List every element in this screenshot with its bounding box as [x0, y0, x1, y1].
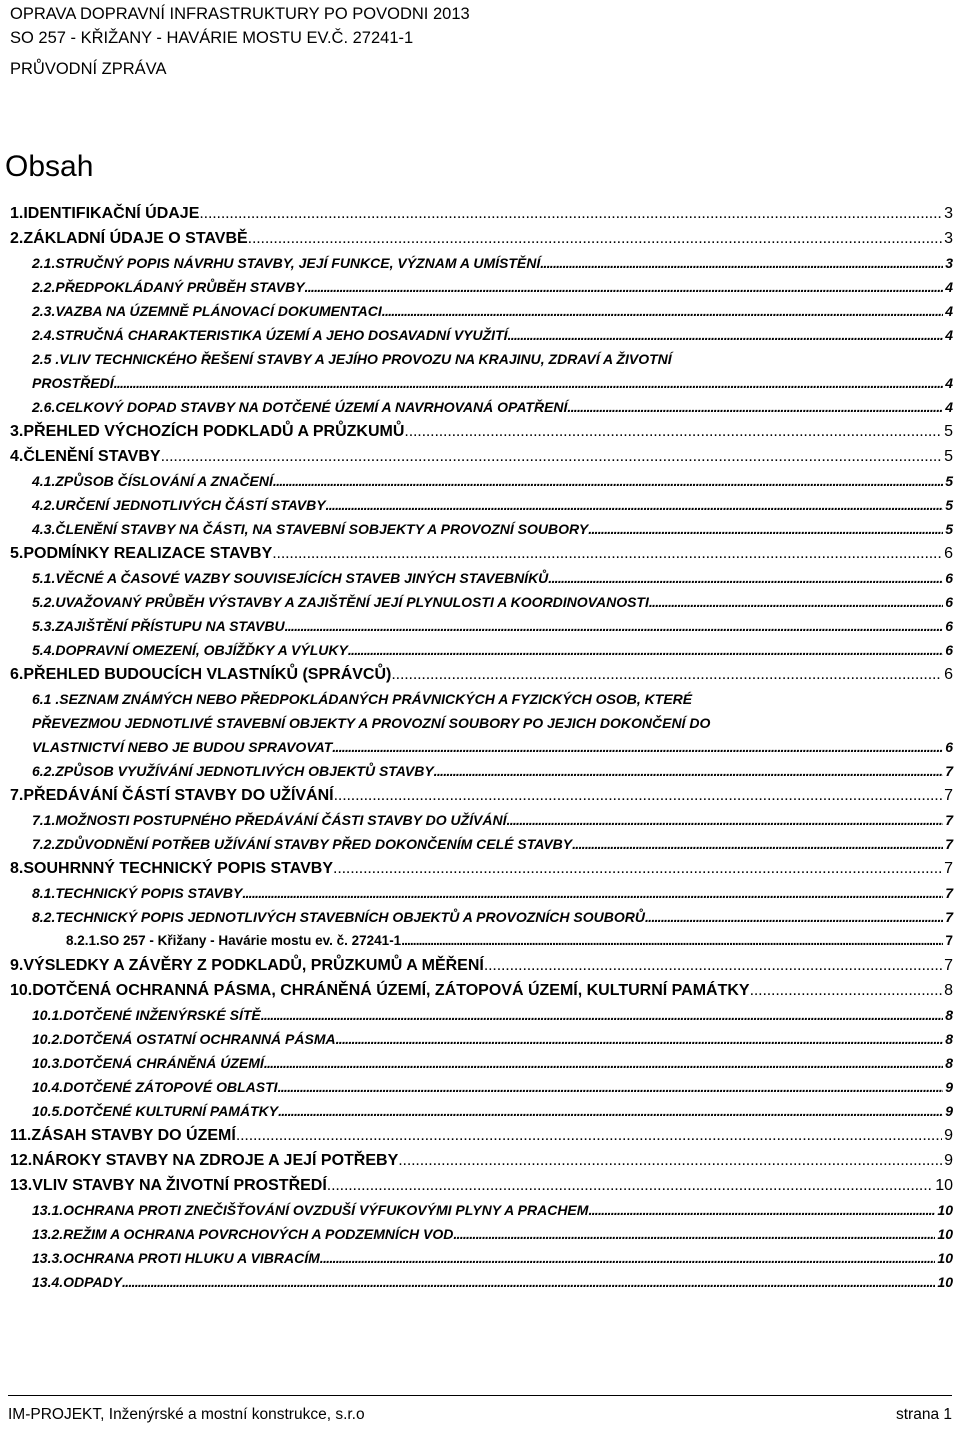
toc-dot-leader [122, 1270, 935, 1294]
toc-number-separator: . [96, 933, 100, 948]
toc-entry-number: 7.2 [32, 836, 52, 852]
toc-entry-number: 5.3 [32, 618, 52, 634]
toc-entry-page: 10 [937, 1250, 953, 1266]
toc-entry[interactable] [10, 614, 953, 638]
toc-entry-title: DOTČENÉ ZÁTOPOVÉ OBLASTI [63, 1079, 278, 1095]
toc-number-separator: . [51, 570, 56, 586]
toc-dot-leader [401, 929, 943, 953]
toc-entry-title: VLIV STAVBY NA ŽIVOTNÍ PROSTŘEDÍ [32, 1177, 327, 1194]
toc-entry[interactable] [10, 299, 953, 323]
toc-number-separator: . [51, 473, 56, 489]
toc-entry-number: 6 [10, 666, 19, 683]
toc-dot-leader [285, 614, 944, 638]
toc-dot-leader [334, 783, 942, 808]
toc-entry[interactable] [10, 1027, 953, 1051]
toc-entry-title: PŘEDÁVÁNÍ ČÁSTÍ STAVBY DO UŽÍVÁNÍ [23, 787, 334, 804]
toc-entry-number: 2.5 [32, 351, 52, 367]
toc-entry-number: 10.3 [32, 1055, 60, 1071]
toc-entry-number: 2.3 [32, 303, 52, 319]
toc-entry-title: TECHNICKÝ POPIS STAVBY [55, 885, 243, 901]
toc-entry-number: 3 [10, 423, 19, 440]
toc-entry-title: PŘEVEZMOU JEDNOTLIVÉ STAVEBNÍ OBJEKTY A PROVOZNÍ SOUBORY PO JEJICH DOKONČENÍ DO [32, 715, 711, 731]
toc-number-separator: . [51, 521, 56, 537]
toc-number-separator: . [59, 1226, 64, 1242]
toc-entry-title: STRUČNÝ POPIS NÁVRHU STAVBY, JEJÍ FUNKCE, VÝZNAM A UMÍSTĚNÍ [55, 255, 541, 271]
toc-entry-page: 4 [945, 327, 953, 343]
toc-entry-page: 5 [945, 521, 953, 537]
toc-number-separator: . [51, 303, 56, 319]
toc-entry-number: 13.4 [32, 1274, 60, 1290]
toc-entry-page: 5 [945, 497, 953, 513]
toc-entry-page: 7 [945, 836, 953, 852]
toc-dot-leader [382, 299, 943, 323]
toc-dot-leader [645, 905, 943, 929]
toc-entry-number: 1 [10, 205, 19, 222]
toc-dot-leader [242, 881, 943, 905]
toc-entry-title: ZPŮSOB ČÍSLOVÁNÍ A ZNAČENÍ [55, 473, 273, 489]
toc-entry-title: ZÁSAH STAVBY DO ÚZEMÍ [31, 1127, 236, 1144]
toc-entry-number: 12 [10, 1152, 28, 1169]
toc-entry[interactable] [10, 1148, 953, 1173]
footer-company: IM-PROJEKT, Inženýrské a mostní konstrukce, s.r.o [8, 1406, 365, 1423]
toc-entry-number: 5.1 [32, 570, 52, 586]
toc-entry-page: 10 [937, 1274, 953, 1290]
toc-entry-title: OCHRANA PROTI ZNEČIŠŤOVÁNÍ OVZDUŠÍ VÝFUKOVÝMI PLYNY A PRACHEM [63, 1202, 589, 1218]
page-footer [8, 1395, 952, 1424]
toc-entry-page: 8 [944, 982, 953, 999]
toc-number-separator: . [18, 860, 24, 877]
toc-entry-page: 7 [945, 909, 953, 925]
footer-page-number: strana 1 [895, 1406, 952, 1423]
toc-entry[interactable] [10, 1173, 953, 1198]
toc-dot-leader [236, 1123, 942, 1148]
toc-number-separator: . [59, 1031, 64, 1047]
toc-entry[interactable] [10, 469, 953, 493]
toc-entry-page: 6 [944, 545, 953, 562]
toc-entry-number: 5.4 [32, 642, 52, 658]
toc-dot-leader [114, 371, 944, 395]
toc-entry-title: ČLENĚNÍ STAVBY [23, 448, 161, 465]
toc-dot-leader [278, 1075, 944, 1099]
toc-entry-page: 4 [945, 375, 953, 391]
toc-number-separator: . [51, 399, 56, 415]
toc-entry-title: ZPŮSOB VYUŽÍVÁNÍ JEDNOTLIVÝCH OBJEKTŮ STAVBY [55, 763, 434, 779]
toc-entry[interactable] [10, 687, 953, 759]
toc-entry-number: 10 [10, 982, 28, 999]
toc-entry-page: 10 [935, 1177, 953, 1194]
toc-entry-number: 5.2 [32, 594, 52, 610]
toc-entry-number: 6.1 [32, 691, 52, 707]
toc-entry-title: PODMÍNKY REALIZACE STAVBY [23, 545, 273, 562]
toc-number-separator: . [51, 594, 56, 610]
toc-number-separator: . [51, 909, 56, 925]
toc-entry-number: 10.4 [32, 1079, 60, 1095]
toc-entry-number: 8 [10, 860, 19, 877]
toc-number-separator: . [18, 205, 24, 222]
toc-entry-number: 2.6 [32, 399, 52, 415]
toc-entry[interactable] [10, 275, 953, 299]
toc-number-separator: . [51, 497, 56, 513]
toc-entry-title: ODPADY [63, 1274, 122, 1290]
toc-number-separator: . [51, 327, 56, 343]
toc-entry-title: IDENTIFIKAČNÍ ÚDAJE [23, 205, 200, 222]
toc-entry-number: 13 [10, 1177, 28, 1194]
toc-entry[interactable] [10, 590, 953, 614]
toc-entry-page: 7 [945, 933, 953, 948]
toc-entry-number: 11 [10, 1127, 27, 1144]
toc-dot-leader [320, 1246, 936, 1270]
toc-entry-number: 6.2 [32, 763, 52, 779]
toc-entry[interactable] [10, 638, 953, 662]
toc-entry-page: 6 [945, 570, 953, 586]
toc-entry-page: 6 [945, 594, 953, 610]
toc-entry-number: 13.1 [32, 1202, 60, 1218]
toc-entry-title: DOTČENÉ KULTURNÍ PAMÁTKY [63, 1103, 279, 1119]
toc-dot-leader [273, 469, 943, 493]
toc-dot-leader [161, 444, 943, 469]
toc-entry-page: 9 [944, 1127, 953, 1144]
toc-entry[interactable] [10, 808, 953, 832]
toc-dot-leader [348, 638, 943, 662]
toc-entry-page: 3 [945, 255, 953, 271]
toc-entry[interactable] [10, 419, 953, 444]
toc-dot-leader [391, 662, 942, 687]
toc-number-separator: . [18, 545, 24, 562]
toc-dot-leader [278, 1099, 943, 1123]
toc-number-separator: . [59, 1055, 64, 1071]
toc-dot-leader [398, 1148, 942, 1173]
toc-entry-number: 2 [10, 230, 19, 247]
toc-entry-number: 2.4 [32, 327, 52, 343]
toc-number-separator: . [18, 448, 24, 465]
toc-entry[interactable] [10, 1003, 953, 1027]
toc-entry-title: DOTČENÁ CHRÁNĚNÁ ÚZEMÍ [63, 1055, 264, 1071]
toc-number-separator: . [51, 763, 56, 779]
toc-entry-number: 2.2 [32, 279, 52, 295]
toc-entry-title: URČENÍ JEDNOTLIVÝCH ČÁSTÍ STAVBY [55, 497, 326, 513]
toc-dot-leader [404, 419, 942, 444]
toc-entry[interactable] [10, 662, 953, 687]
toc-number-separator: . [59, 1274, 64, 1290]
toc-entry[interactable] [10, 201, 953, 226]
toc-dot-leader [336, 1027, 944, 1051]
toc-entry[interactable] [10, 395, 953, 419]
toc-entry[interactable] [10, 978, 953, 1003]
toc-entry-number: 8.1 [32, 885, 52, 901]
toc-entry-number: 10.1 [32, 1007, 60, 1023]
toc-entry[interactable] [10, 832, 953, 856]
toc-number-separator: . [51, 691, 60, 707]
toc-number-separator: . [18, 423, 24, 440]
toc-entry-number: 2.1 [32, 255, 52, 271]
toc-dot-leader [261, 1003, 943, 1027]
toc-number-separator: . [18, 666, 24, 683]
toc-entry[interactable] [10, 1123, 953, 1148]
toc-entry-page: 7 [944, 860, 953, 877]
toc-number-separator: . [27, 982, 33, 999]
toc-dot-leader [548, 566, 943, 590]
toc-entry-page: 4 [945, 303, 953, 319]
toc-dot-leader [567, 395, 943, 419]
toc-entry[interactable] [10, 517, 953, 541]
toc-entry-number: 7.1 [32, 812, 52, 828]
toc-number-separator: . [26, 1127, 32, 1144]
toc-entry-title: ZÁKLADNÍ ÚDAJE O STAVBĚ [23, 230, 248, 247]
toc-entry-number: 13.3 [32, 1250, 60, 1266]
toc-entry-page: 4 [945, 399, 953, 415]
toc-dot-leader [264, 1051, 943, 1075]
toc-entry-page: 8 [945, 1055, 953, 1071]
toc-dot-leader [333, 856, 942, 881]
toc-entry-number: 13.2 [32, 1226, 60, 1242]
toc-entry-page: 5 [944, 448, 953, 465]
toc-dot-leader [326, 493, 944, 517]
toc-number-separator: . [51, 885, 56, 901]
toc-entry-title: SOUHRNNÝ TECHNICKÝ POPIS STAVBY [23, 860, 334, 877]
toc-entry[interactable] [10, 347, 953, 395]
toc-entry-title: REŽIM A OCHRANA POVRCHOVÝCH A PODZEMNÍCH VOD [63, 1226, 454, 1242]
toc-entry-title: VLASTNICTVÍ NEBO JE BUDOU SPRAVOVAT [32, 739, 333, 755]
toc-entry-title: UVAŽOVANÝ PRŮBĚH VÝSTAVBY A ZAJIŠTĚNÍ JEJÍ PLYNULOSTI A KOORDINOVANOSTI [55, 594, 649, 610]
toc-entry-title: SEZNAM ZNÁMÝCH NEBO PŘEDPOKLÁDANÝCH PRÁVNICKÝCH A FYZICKÝCH OSOB, KTERÉ [59, 691, 693, 707]
toc-entry[interactable] [10, 1075, 953, 1099]
toc-entry-title: TECHNICKÝ POPIS JEDNOTLIVÝCH STAVEBNÍCH OBJEKTŮ A PROVOZNÍCH SOUBORŮ [55, 909, 645, 925]
toc-dot-leader [508, 323, 944, 347]
toc-number-separator: . [51, 279, 56, 295]
toc-number-separator: . [51, 642, 56, 658]
toc-title: Obsah [5, 150, 94, 183]
toc-entry[interactable] [10, 1246, 953, 1270]
toc-entry-title: PŘEHLED VÝCHOZÍCH PODKLADŮ A PRŮZKUMŮ [23, 423, 405, 440]
toc-entry[interactable] [10, 1099, 953, 1123]
toc-dot-leader [305, 275, 944, 299]
toc-entry-title: OCHRANA PROTI HLUKU A VIBRACÍM [63, 1250, 320, 1266]
toc-entry-title: NÁROKY STAVBY NA ZDROJE A JEJÍ POTŘEBY [32, 1152, 399, 1169]
toc-entry[interactable] [10, 905, 953, 929]
toc-entry-number: 4.2 [32, 497, 52, 513]
toc-entry-title: CELKOVÝ DOPAD STAVBY NA DOTČENÉ ÚZEMÍ A NAVRHOVANÁ OPATŘENÍ [55, 399, 568, 415]
toc-entry-title: ZDŮVODNĚNÍ POTŘEB UŽÍVÁNÍ STAVBY PŘED DOKONČENÍM CELÉ STAVBY [55, 836, 573, 852]
toc-entry-page: 8 [945, 1031, 953, 1047]
toc-entry[interactable] [10, 953, 953, 978]
toc-entry-page: 9 [945, 1079, 953, 1095]
toc-entry-page: 6 [945, 618, 953, 634]
toc-entry-number: 4.1 [32, 473, 52, 489]
toc-entry-title: VAZBA NA ÚZEMNĚ PLÁNOVACÍ DOKUMENTACI [55, 303, 382, 319]
toc-entry[interactable] [10, 1198, 953, 1222]
toc-entry[interactable] [10, 226, 953, 251]
toc-entry-page: 10 [937, 1202, 953, 1218]
toc-number-separator: . [51, 836, 56, 852]
toc-dot-leader [750, 978, 943, 1003]
toc-dot-leader [507, 808, 944, 832]
toc-entry[interactable] [10, 881, 953, 905]
toc-dot-leader [453, 1222, 935, 1246]
toc-entry-page: 3 [944, 205, 953, 222]
toc-dot-leader [484, 953, 942, 978]
toc-entry-page: 6 [945, 642, 953, 658]
header-object-title: SO 257 - KŘIŽANY - HAVÁRIE MOSTU EV.Č. 27241-1 [10, 29, 414, 47]
toc-entry[interactable] [10, 1222, 953, 1246]
toc-dot-leader [332, 735, 943, 759]
toc-number-separator: . [18, 957, 24, 974]
toc-entry-title: PŘEHLED BUDOUCÍCH VLASTNÍKŮ (SPRÁVCŮ) [23, 666, 392, 683]
toc-entry-page: 7 [945, 812, 953, 828]
toc-entry[interactable] [10, 929, 953, 953]
toc-entry-title: SO 257 - Křižany - Havárie mostu ev. č. 27241-1 [99, 933, 402, 948]
toc-entry-page: 9 [945, 1103, 953, 1119]
toc-entry-title: ČLENĚNÍ STAVBY NA ČÁSTI, NA STAVEBNÍ SOBJEKTY A PROVOZNÍ SOUBORY [55, 521, 589, 537]
toc-entry[interactable] [10, 444, 953, 469]
table-of-contents [10, 201, 953, 1294]
toc-dot-leader [572, 832, 943, 856]
toc-entry-page: 6 [945, 739, 953, 755]
toc-entry-title: MOŽNOSTI POSTUPNÉHO PŘEDÁVÁNÍ ČÁSTI STAVBY DO UŽÍVÁNÍ [55, 812, 507, 828]
toc-entry-title: DOPRAVNÍ OMEZENÍ, OBJÍŽĎKY A VÝLUKY [55, 642, 348, 658]
toc-entry-page: 8 [945, 1007, 953, 1023]
toc-dot-leader [248, 226, 942, 251]
toc-entry-number: 4 [10, 448, 19, 465]
toc-dot-leader [434, 759, 944, 783]
toc-dot-leader [272, 541, 942, 566]
toc-entry-number: 7 [10, 787, 19, 804]
toc-entry-number: 10.5 [32, 1103, 60, 1119]
toc-number-separator: . [27, 1152, 33, 1169]
toc-entry-page: 9 [944, 1152, 953, 1169]
toc-entry-title: VĚCNÉ A ČASOVÉ VAZBY SOUVISEJÍCÍCH STAVEB JINÝCH STAVEBNÍKŮ [55, 570, 549, 586]
toc-entry-number: 4.3 [32, 521, 52, 537]
toc-number-separator: . [18, 787, 24, 804]
toc-number-separator: . [59, 1250, 64, 1266]
toc-entry-page: 6 [944, 666, 953, 683]
toc-entry[interactable] [10, 1270, 953, 1294]
toc-entry-title: VLIV TECHNICKÉHO ŘEŠENÍ STAVBY A JEJÍHO PROVOZU NA KRAJINU, ZDRAVÍ A ŽIVOTNÍ [59, 351, 672, 367]
toc-number-separator: . [59, 1202, 64, 1218]
toc-entry-title: DOTČENÁ OSTATNÍ OCHRANNÁ PÁSMA [63, 1031, 336, 1047]
toc-entry-page: 5 [945, 473, 953, 489]
toc-entry-title: PŘEDPOKLÁDANÝ PRŮBĚH STAVBY [55, 279, 305, 295]
toc-entry-page: 7 [944, 957, 953, 974]
toc-dot-leader [540, 251, 943, 275]
toc-entry[interactable] [10, 783, 953, 808]
toc-number-separator: . [59, 1007, 64, 1023]
toc-entry[interactable] [10, 856, 953, 881]
toc-entry-number: 9 [10, 957, 19, 974]
toc-entry-page: 7 [945, 885, 953, 901]
toc-dot-leader [588, 517, 943, 541]
toc-entry-page: 3 [944, 230, 953, 247]
toc-number-separator: . [51, 351, 60, 367]
toc-entry-title: VÝSLEDKY A ZÁVĚRY Z PODKLADŮ, PRŮZKUMŮ A MĚŘENÍ [23, 957, 484, 974]
toc-entry-title: STRUČNÁ CHARAKTERISTIKA ÚZEMÍ A JEHO DOSAVADNÍ VYUŽITÍ [55, 327, 508, 343]
toc-entry[interactable] [10, 251, 953, 275]
toc-entry-page: 5 [944, 423, 953, 440]
toc-entry[interactable] [10, 493, 953, 517]
toc-dot-leader [649, 590, 943, 614]
toc-entry-page: 10 [937, 1226, 953, 1242]
toc-number-separator: . [18, 230, 24, 247]
toc-entry-title: ZAJIŠTĚNÍ PŘÍSTUPU NA STAVBU [55, 618, 285, 634]
toc-entry-number: 5 [10, 545, 19, 562]
toc-number-separator: . [51, 618, 56, 634]
document-header [10, 2, 950, 81]
toc-entry-title: DOTČENÉ INŽENÝRSKÉ SÍTĚ [63, 1007, 261, 1023]
toc-number-separator: . [59, 1103, 64, 1119]
toc-entry-title: DOTČENÁ OCHRANNÁ PÁSMA, CHRÁNĚNÁ ÚZEMÍ, ZÁTOPOVÁ ÚZEMÍ, KULTURNÍ PAMÁTKY [32, 982, 750, 999]
toc-number-separator: . [59, 1079, 64, 1095]
toc-entry-number: 8.2 [32, 909, 52, 925]
toc-entry[interactable] [10, 566, 953, 590]
toc-entry-page: 7 [944, 787, 953, 804]
toc-number-separator: . [51, 812, 56, 828]
toc-dot-leader [199, 201, 942, 226]
header-report-type: PRŮVODNÍ ZPRÁVA [10, 60, 167, 78]
toc-number-separator: . [51, 255, 56, 271]
toc-entry-number: 10.2 [32, 1031, 60, 1047]
toc-entry[interactable] [10, 541, 953, 566]
toc-entry-number: 8.2.1 [66, 933, 97, 948]
toc-entry[interactable] [10, 323, 953, 347]
toc-entry-title: PROSTŘEDÍ [32, 375, 114, 391]
header-project-title: OPRAVA DOPRAVNÍ INFRASTRUKTURY PO POVODNI 2013 [10, 5, 470, 23]
toc-entry[interactable] [10, 759, 953, 783]
toc-dot-leader [327, 1173, 933, 1198]
toc-entry-page: 4 [945, 279, 953, 295]
toc-number-separator: . [27, 1177, 33, 1194]
toc-entry-page: 7 [945, 763, 953, 779]
toc-entry[interactable] [10, 1051, 953, 1075]
toc-dot-leader [588, 1198, 935, 1222]
